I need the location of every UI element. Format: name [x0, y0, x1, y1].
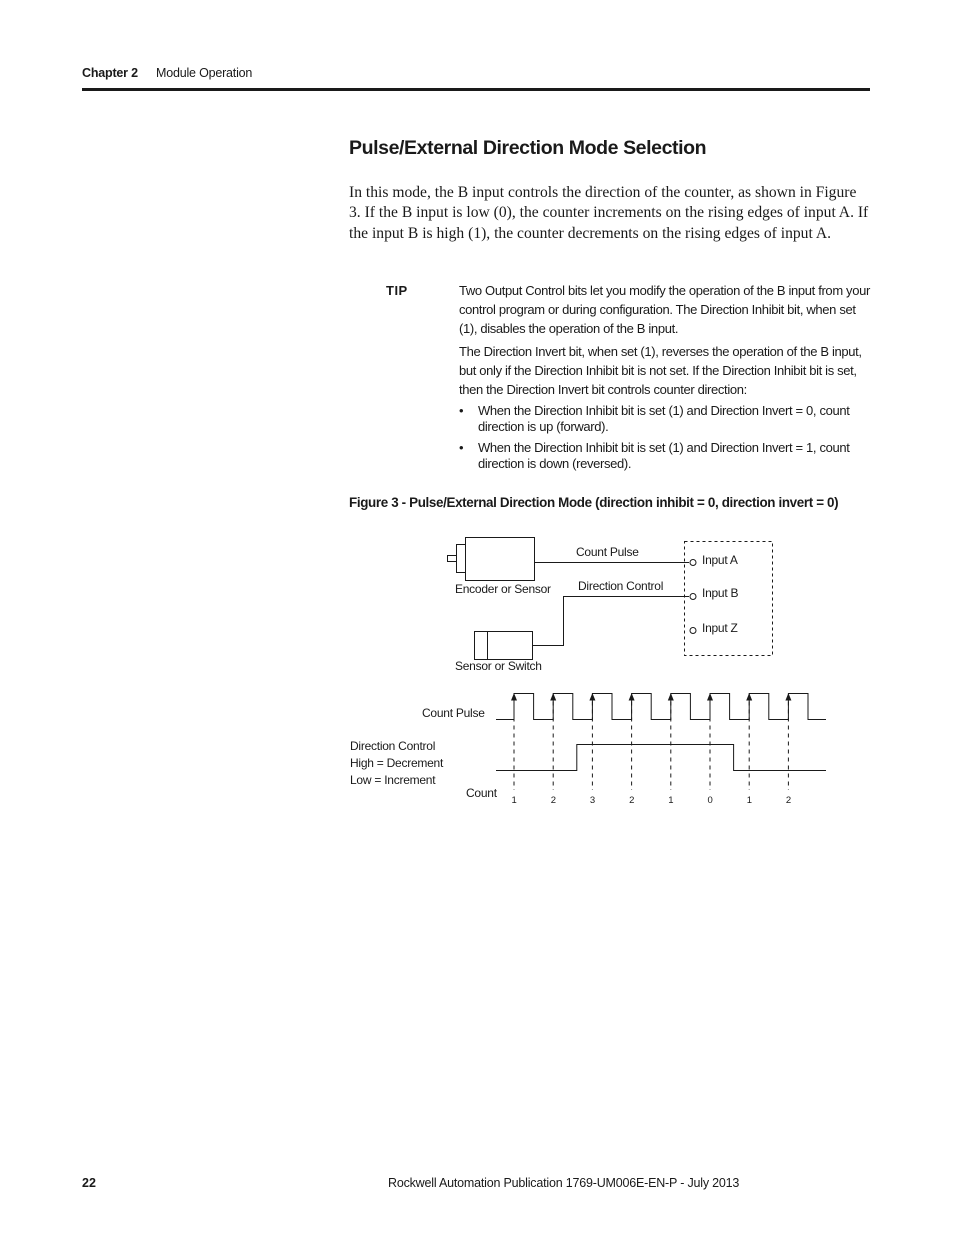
input-a-label: Input A	[702, 553, 738, 567]
header-rule	[82, 88, 870, 91]
input-a-terminal	[690, 560, 696, 566]
section-title: Pulse/External Direction Mode Selection	[349, 137, 707, 159]
input-z-terminal	[690, 628, 696, 634]
tip-body	[459, 281, 871, 477]
direction-control-waveform	[496, 745, 826, 771]
rising-edge-arrow	[629, 693, 635, 701]
header-chapter: Chapter 2	[82, 66, 138, 80]
input-z-label: Input Z	[702, 621, 738, 635]
count-value: 2	[785, 795, 791, 806]
switch-body	[475, 632, 533, 660]
bullet-text: When the Direction Inhibit bit is set (1) and Direction Invert = 1, count direction is down (reversed).	[478, 440, 850, 471]
input-b-label: Input B	[702, 586, 739, 600]
tip-paragraph-1: Two Output Control bits let you modify the operation of the B input from your control program or during configuration. The Direction Inhibit bit, when set (1), disables the operation of the B input.	[459, 283, 870, 336]
rising-edge-arrow	[511, 693, 517, 701]
tip-label: TIP	[386, 283, 408, 298]
list-item	[459, 403, 871, 435]
encoder-shaft	[448, 556, 457, 562]
bullet-icon: •	[459, 440, 464, 455]
switch-label: Sensor or Switch	[455, 659, 542, 673]
rising-edge-arrow	[746, 693, 752, 701]
input-module-box	[685, 542, 773, 656]
encoder-body	[466, 538, 535, 581]
wiring-direction-control-label: Direction Control	[578, 579, 664, 593]
footer-page-number: 22	[82, 1176, 96, 1190]
count-value: 3	[589, 795, 595, 806]
rising-edge-arrow	[785, 693, 791, 701]
count-value: 2	[550, 795, 556, 806]
timing-direction-label-3: Low = Increment	[350, 773, 436, 787]
encoder-label: Encoder or Sensor	[455, 582, 551, 596]
count-value: 2	[629, 795, 635, 806]
rising-edge-arrow	[668, 693, 674, 701]
tip-paragraph-2: The Direction Invert bit, when set (1), reverses the operation of the B input, but only if the Direction Inhibit bit is not set. If the Direction Inhibit bit is set, then the Direction Invert bit controls counter direction:	[459, 344, 862, 397]
bullet-icon: •	[459, 403, 464, 418]
direction-control-wire	[533, 597, 689, 646]
tip-bullet-list	[459, 403, 871, 472]
encoder-collar	[457, 545, 466, 573]
timing-direction-label-1: Direction Control	[350, 739, 436, 753]
count-value: 0	[707, 795, 713, 806]
section-paragraph: In this mode, the B input controls the direction of the counter, as shown in Figure 3. If the B input is low (0), the counter increments on the rising edges of input A. If the input B is high (1), the counter decrements on the rising edges of input A.	[349, 184, 869, 242]
rising-edge-arrow	[550, 693, 556, 701]
wiring-count-pulse-label: Count Pulse	[576, 545, 639, 559]
timing-count-label: Count	[466, 786, 497, 800]
count-value: 1	[746, 795, 752, 806]
footer-publication: Rockwell Automation Publication 1769-UM006E-EN-P - July 2013	[388, 1176, 740, 1190]
bullet-text: When the Direction Inhibit bit is set (1) and Direction Invert = 0, count direction is up (forward).	[478, 403, 850, 434]
count-value: 1	[668, 795, 674, 806]
rising-edge-arrow	[707, 693, 713, 701]
count-pulse-waveform	[496, 694, 826, 720]
timing-direction-label-2: High = Decrement	[350, 756, 444, 770]
header-title: Module Operation	[156, 66, 253, 80]
count-value: 1	[511, 795, 517, 806]
list-item	[459, 440, 871, 472]
figure-caption: Figure 3 - Pulse/External Direction Mode (direction inhibit = 0, direction invert = 0)	[349, 495, 839, 510]
input-b-terminal	[690, 594, 696, 600]
timing-count-pulse-label: Count Pulse	[422, 706, 485, 720]
timing-plot	[496, 693, 826, 806]
rising-edge-arrow	[589, 693, 595, 701]
